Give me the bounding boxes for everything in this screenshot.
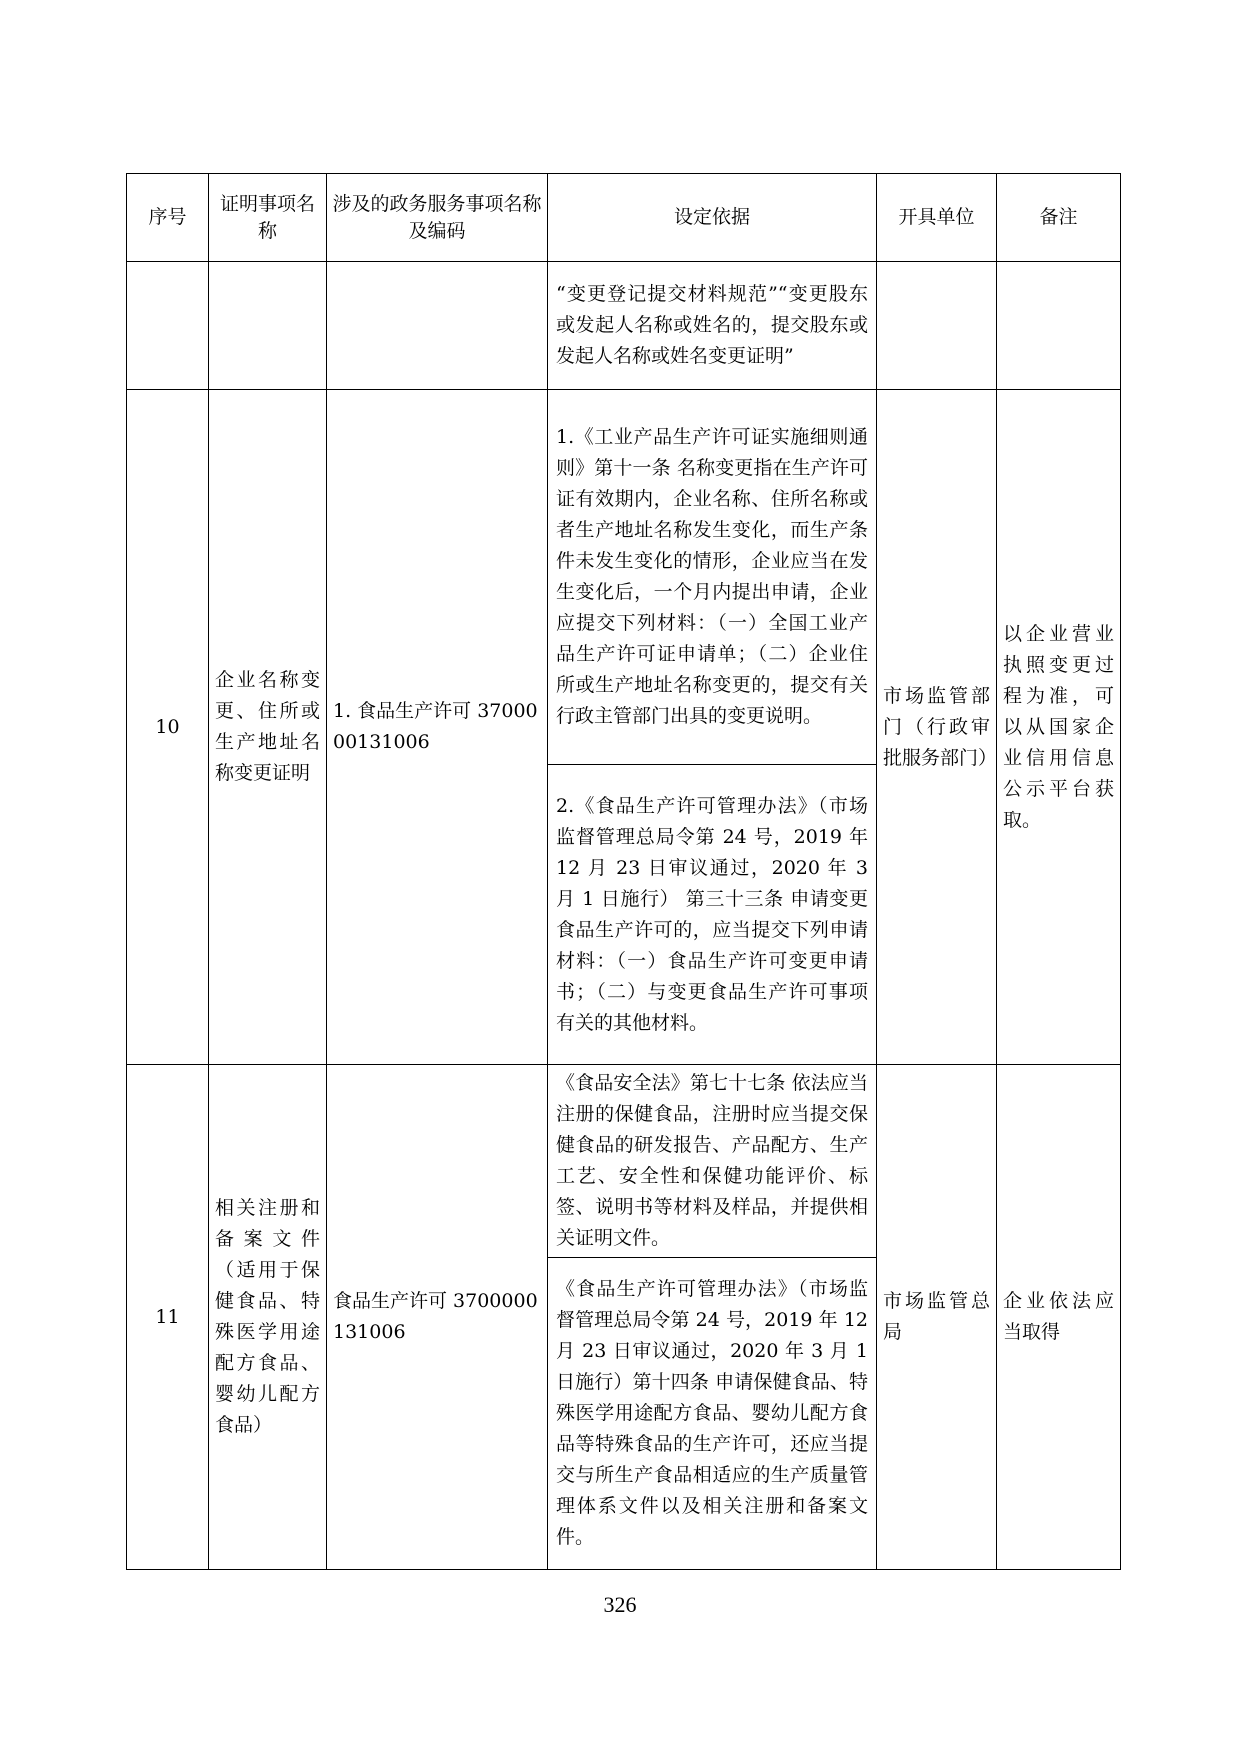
table-row: [127, 1065, 1121, 1258]
cell-remark: 以企业营业执照变更过程为准，可以从国家企业信用信息公示平台获取。: [997, 390, 1121, 1065]
cell-basis-1: 《食品安全法》第七十七条 依法应当注册的保健食品，注册时应当提交保健食品的研发报告、产品配方、生产工艺、安全性和保健功能评价、标签、说明书等材料及样品，并提供相关证明文件。: [548, 1065, 877, 1258]
cell-issuer: 市场监管部门（行政审批服务部门）: [877, 390, 997, 1065]
header-basis: 设定依据: [548, 174, 877, 262]
cell-name: 企业名称变更、住所或生产地址名称变更证明: [209, 390, 327, 1065]
cell-seq: 11: [127, 1065, 209, 1570]
cell-basis-2: 《食品生产许可管理办法》（市场监督管理总局令第 24 号，2019 年 12 月 23 日审议通过，2020 年 3 月 1 日施行）第十四条 申请保健食品、特殊医学用途配方食品、婴幼儿配方食品等特殊食品的生产许可，还应当提交与所生产食品相适应的生产质量管理体系文件以及相关注册和备案文件。: [548, 1258, 877, 1570]
cell-basis-2: 2.《食品生产许可管理办法》（市场监督管理总局令第 24 号，2019 年 12 月 23 日审议通过，2020 年 3 月 1 日施行） 第三十三条 申请变更食品生产许可的，应当提交下列申请材料：（一）食品生产许可变更申请书；（二）与变更食品生产许可事项有关的其他材料。: [548, 765, 877, 1065]
certificate-table: [126, 173, 1121, 1570]
cell-empty: [877, 262, 997, 390]
cell-empty: [209, 262, 327, 390]
cell-service: 1. 食品生产许可 3700000131006: [327, 390, 548, 1065]
table-row: [127, 262, 1121, 390]
header-name: 证明事项名称: [209, 174, 327, 262]
cell-empty: [997, 262, 1121, 390]
table-header-row: [127, 174, 1121, 262]
cell-basis-continued: “变更登记提交材料规范”“变更股东或发起人名称或姓名的，提交股东或发起人名称或姓名变更证明”: [548, 262, 877, 390]
page-number: 326: [603, 1592, 637, 1617]
cell-empty: [327, 262, 548, 390]
header-seq: 序号: [127, 174, 209, 262]
cell-service: 食品生产许可 3700000131006: [327, 1065, 548, 1570]
cell-seq: 10: [127, 390, 209, 1065]
table-row: [127, 390, 1121, 765]
cell-name: 相关注册和备案文件（适用于保健食品、特殊医学用途配方食品、婴幼儿配方食品）: [209, 1065, 327, 1570]
cell-issuer: 市场监管总局: [877, 1065, 997, 1570]
header-issuer: 开具单位: [877, 174, 997, 262]
header-service: 涉及的政务服务事项名称及编码: [327, 174, 548, 262]
header-remark: 备注: [997, 174, 1121, 262]
cell-empty: [127, 262, 209, 390]
cell-basis-1: 1.《工业产品生产许可证实施细则通则》第十一条 名称变更指在生产许可证有效期内，企业名称、住所名称或者生产地址名称发生变化，而生产条件未发生变化的情形，企业应当在发生变化后，一个月内提出申请，企业应提交下列材料：（一）全国工业产品生产许可证申请单；（二）企业住所或生产地址名称变更的，提交有关行政主管部门出具的变更说明。: [548, 390, 877, 765]
cell-remark: 企业依法应当取得: [997, 1065, 1121, 1570]
